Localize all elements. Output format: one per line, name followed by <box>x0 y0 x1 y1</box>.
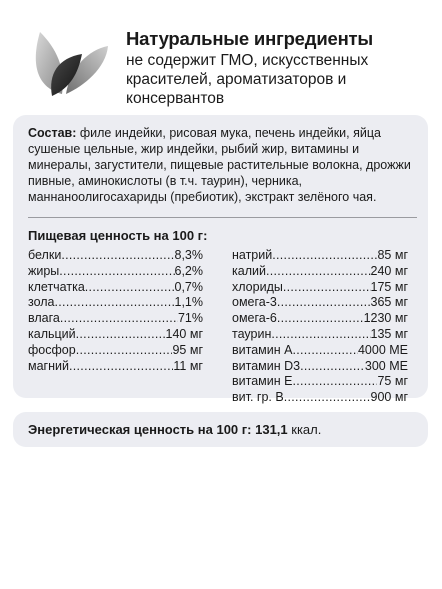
composition-text <box>28 125 423 205</box>
nutrient-value: 140 мг <box>165 326 203 341</box>
nutrition-row <box>232 374 408 390</box>
nutrient-value: 8,3% <box>174 248 203 262</box>
nutrition-list-right <box>232 248 408 406</box>
nutrient-value: 240 мг <box>370 263 408 278</box>
nutrient-name: кальций <box>28 326 76 341</box>
energy-unit: ккал. <box>287 422 322 437</box>
nutrient-name: натрий <box>232 248 273 262</box>
dot-leader <box>69 359 173 375</box>
nutrient-name: витамин D3 <box>232 358 301 373</box>
nutrition-row <box>232 295 408 311</box>
nutrient-value: 1,1% <box>174 295 203 310</box>
nutrient-value: 6,2% <box>174 263 203 278</box>
nutrient-name: калий <box>232 263 266 278</box>
dot-leader <box>76 343 173 359</box>
nutrition-row <box>28 327 203 343</box>
nutrition-row <box>28 295 203 311</box>
nutrient-name: клетчатка <box>28 279 85 294</box>
nutrient-value: 85 мг <box>377 248 408 262</box>
composition-label: Состав: <box>28 126 77 140</box>
dot-leader <box>283 280 371 296</box>
nutrient-name: влага <box>28 311 60 326</box>
dot-leader <box>271 327 370 343</box>
dot-leader <box>292 374 377 390</box>
dot-leader <box>61 248 174 264</box>
dot-leader <box>277 311 364 327</box>
nutrition-row <box>232 327 408 343</box>
energy-value <box>28 422 321 437</box>
dot-leader <box>292 343 358 359</box>
nutrient-name: фосфор <box>28 342 76 357</box>
nutrient-name: омега-3 <box>232 295 277 310</box>
nutrient-value: 135 мг <box>370 326 408 341</box>
nutrient-value: 4000 МЕ <box>357 342 408 357</box>
dot-leader <box>85 280 175 296</box>
nutrient-value: 75 мг <box>377 374 408 389</box>
nutrition-list-left <box>28 248 203 374</box>
nutrition-row <box>28 280 203 296</box>
nutrition-row <box>28 311 203 327</box>
divider <box>28 217 417 218</box>
nutrient-value: 300 МЕ <box>364 358 408 373</box>
nutrition-heading: Пищевая ценность на 100 г: <box>28 228 208 243</box>
nutrient-value: 1230 мг <box>363 311 408 326</box>
nutrient-value: 11 мг <box>173 358 203 373</box>
dot-leader <box>284 390 371 406</box>
nutrient-name: витамин А <box>232 342 293 357</box>
nutrient-value: 71% <box>177 311 203 326</box>
nutrition-row <box>232 390 408 406</box>
energy-label: Энергетическая ценность на 100 г: 131,1 <box>28 422 288 437</box>
nutrition-row <box>232 280 408 296</box>
dot-leader <box>277 295 371 311</box>
nutrition-row <box>28 343 203 359</box>
composition-body: филе индейки, рисовая мука, печень индейки, яйца сушеные цельные, жир индейки, рыбий жир, витамины и минералы, загустители, пищевые растительные волокна, дрожжи пивные, аминокислоты (в т.ч. таурин), черника, маннаноолигосахариды (пребиотик), экстракт зелёного чая. <box>28 126 411 204</box>
nutrient-name: хлориды <box>232 279 283 294</box>
dot-leader <box>59 264 174 280</box>
dot-leader <box>60 311 178 327</box>
dot-leader <box>266 264 371 280</box>
dot-leader <box>76 327 166 343</box>
nutrient-name: таурин <box>232 326 272 341</box>
nutrition-row <box>232 248 408 264</box>
ingredients-card <box>13 115 428 405</box>
nutrient-name: магний <box>28 358 69 373</box>
nutrition-row <box>28 264 203 280</box>
nutrient-value: 175 мг <box>370 279 408 294</box>
nutrition-row <box>232 311 408 327</box>
nutrition-row <box>28 359 203 375</box>
nutrient-name: вит. гр. В <box>232 390 284 405</box>
nutrition-row <box>232 343 408 359</box>
nutrient-name: белки <box>28 248 62 262</box>
nutrient-value: 0,7% <box>174 279 203 294</box>
nutrient-name: омега-6 <box>232 311 277 326</box>
nutrition-row <box>232 359 408 375</box>
dot-leader <box>55 295 175 311</box>
header <box>0 0 442 110</box>
nutrition-row <box>28 248 203 264</box>
dot-leader <box>300 359 365 375</box>
nutrient-name: витамин Е <box>232 374 293 389</box>
dot-leader <box>272 248 377 264</box>
page-subtitle: не содержит ГМО, искусственных красителей, ароматизаторов и консервантов <box>126 52 369 107</box>
leaves-icon <box>22 28 114 98</box>
nutrient-value: 95 мг <box>172 342 203 357</box>
nutrient-value: 900 мг <box>370 390 408 405</box>
nutrient-value: 365 мг <box>370 295 408 310</box>
page-title: Натуральные ингредиенты <box>126 28 374 49</box>
nutrient-name: жиры <box>28 263 60 278</box>
energy-card <box>13 412 428 447</box>
nutrient-name: зола <box>28 295 55 310</box>
nutrition-row <box>232 264 408 280</box>
